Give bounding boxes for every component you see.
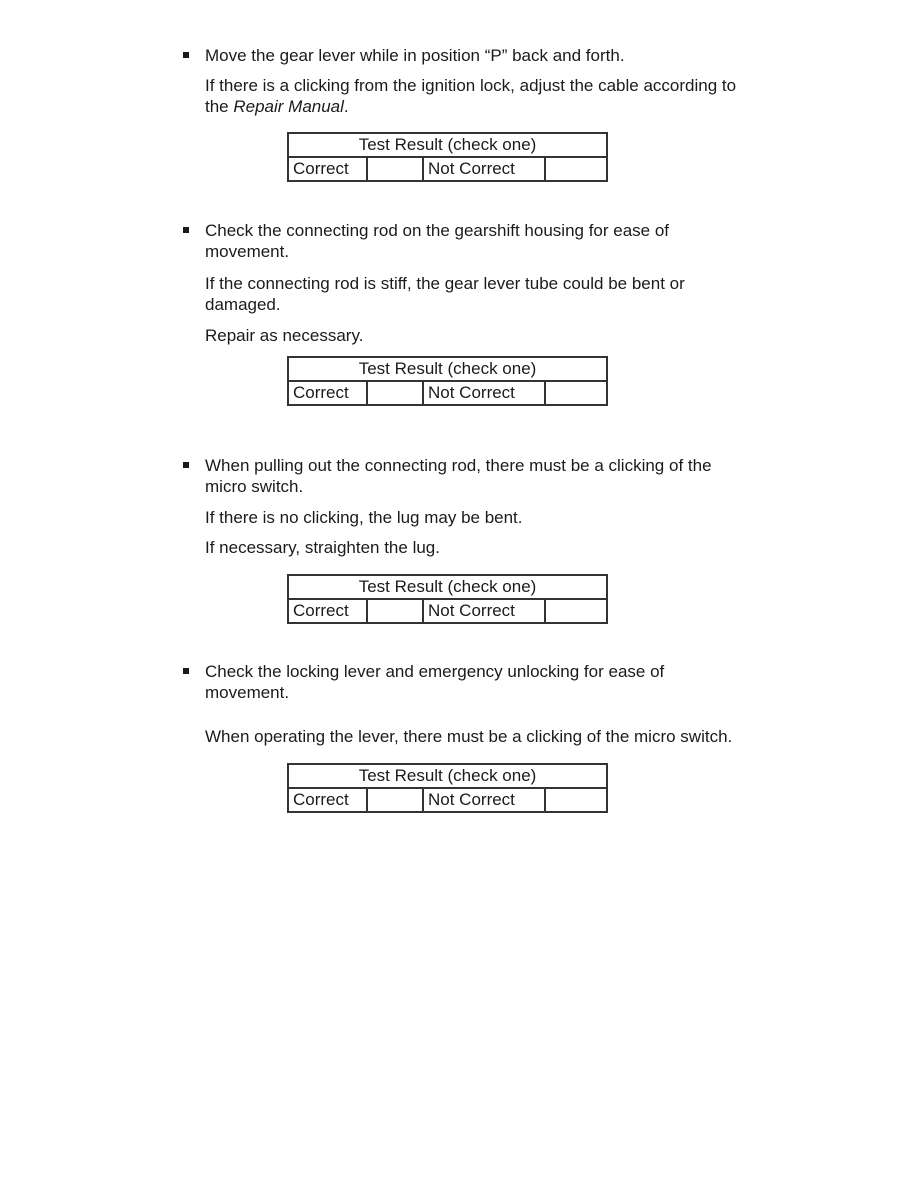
test-result-table bbox=[287, 132, 608, 182]
paragraph: If there is no clicking, the lug may be bent. bbox=[205, 508, 523, 527]
not-correct-check-cell bbox=[545, 381, 607, 405]
test-result-table bbox=[287, 574, 608, 624]
not-correct-label-cell: Not Correct bbox=[423, 381, 545, 405]
paragraph-text: If there is a clicking from the ignition lock, adjust the cable according to the bbox=[205, 76, 737, 116]
test-result-table bbox=[287, 763, 608, 813]
table-header: Test Result (check one) bbox=[288, 357, 607, 381]
bullet-text: Move the gear lever while in position “P” back and forth. bbox=[205, 46, 625, 65]
square-bullet-icon bbox=[183, 462, 189, 468]
bullet-text: Check the locking lever and emergency unlocking for ease of movement. bbox=[205, 662, 665, 702]
paragraph: If necessary, straighten the lug. bbox=[205, 538, 440, 557]
not-correct-label-cell: Not Correct bbox=[423, 157, 545, 181]
correct-check-cell bbox=[367, 599, 423, 623]
table-header: Test Result (check one) bbox=[288, 575, 607, 599]
test-result-table bbox=[287, 356, 608, 406]
not-correct-check-cell bbox=[545, 788, 607, 812]
not-correct-check-cell bbox=[545, 599, 607, 623]
instruction-section-3 bbox=[183, 455, 745, 624]
not-correct-label-cell: Not Correct bbox=[423, 599, 545, 623]
not-correct-label-cell: Not Correct bbox=[423, 788, 545, 812]
italic-reference: Repair Manual bbox=[233, 97, 344, 116]
square-bullet-icon bbox=[183, 52, 189, 58]
bullet-item bbox=[183, 220, 745, 262]
correct-label-cell: Correct bbox=[288, 157, 367, 181]
correct-check-cell bbox=[367, 788, 423, 812]
square-bullet-icon bbox=[183, 668, 189, 674]
paragraph: If the connecting rod is stiff, the gear lever tube could be bent or damaged. bbox=[205, 274, 685, 314]
bullet-item bbox=[183, 661, 745, 703]
bullet-text: Check the connecting rod on the gearshift housing for ease of movement. bbox=[205, 221, 670, 261]
table-header: Test Result (check one) bbox=[288, 133, 607, 157]
correct-label-cell: Correct bbox=[288, 788, 367, 812]
bullet-item bbox=[183, 45, 745, 66]
correct-label-cell: Correct bbox=[288, 381, 367, 405]
correct-label-cell: Correct bbox=[288, 599, 367, 623]
square-bullet-icon bbox=[183, 227, 189, 233]
paragraph: Repair as necessary. bbox=[205, 326, 364, 345]
paragraph: When operating the lever, there must be a clicking of the micro switch. bbox=[205, 727, 733, 746]
paragraph-text-end: . bbox=[343, 97, 349, 116]
bullet-item bbox=[183, 455, 745, 497]
paragraph bbox=[205, 75, 741, 117]
bullet-text: When pulling out the connecting rod, there must be a clicking of the micro switch. bbox=[205, 456, 712, 496]
instruction-section-2 bbox=[183, 220, 745, 406]
correct-check-cell bbox=[367, 157, 423, 181]
instruction-section-4 bbox=[183, 661, 745, 813]
correct-check-cell bbox=[367, 381, 423, 405]
table-header: Test Result (check one) bbox=[288, 764, 607, 788]
not-correct-check-cell bbox=[545, 157, 607, 181]
instruction-section-1 bbox=[183, 45, 745, 182]
